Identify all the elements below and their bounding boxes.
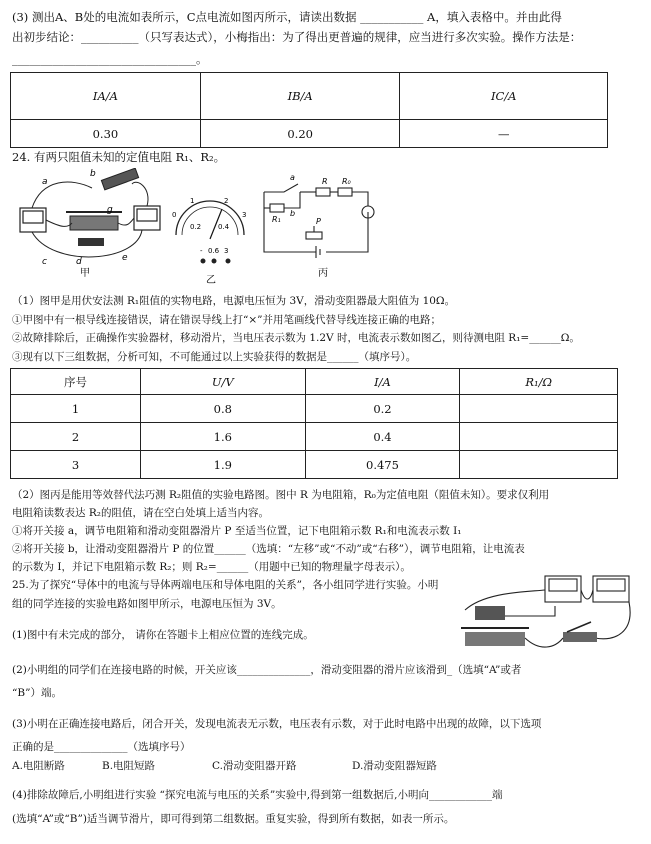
q24-p8: ②将开关接 b，让滑动变阻器滑片 P 的位置______（选填：“左移”或“不动”或“右移”），调节电阻箱，让电流表 (12, 543, 525, 555)
svg-text:c: c (42, 257, 47, 267)
svg-text:a: a (290, 173, 295, 182)
svg-text:2: 2 (224, 197, 229, 205)
q25-options (12, 759, 639, 774)
figure-label-yi: 乙 (206, 275, 216, 286)
svg-text:d: d (76, 257, 82, 267)
cell-ia: 0.30 (11, 120, 201, 148)
voltmeter-icon (20, 208, 46, 232)
q25-p4: (2)小明组的同学们在连接电路的时候，开关应该______________，滑动变阻器的滑片应该滑到_（选填“A”或者 (12, 664, 522, 676)
svg-text:b: b (290, 209, 296, 218)
svg-text:0.6: 0.6 (208, 247, 220, 255)
q24-p7: ①将开关接 a，调节电阻箱和滑动变阻器滑片 P 至适当位置，记下电阻箱示数 R₁和电流表示数 I₁ (12, 525, 462, 537)
q25-p9: (选填“A”或“B”)适当调节滑片，即可得到第二组数据。重复实验，得到所有数据，如表一所示。 (12, 813, 455, 825)
q24-p6: 电阻箱读数表达 R₂的阻值，请在空白处填上适当内容。 (12, 507, 269, 519)
q25-p7: 正确的是______________（选填序号） (12, 741, 191, 753)
svg-text:0.2: 0.2 (190, 223, 202, 231)
q25-apparatus-figure (445, 572, 641, 664)
circuit-figure-bing (256, 172, 386, 284)
ammeter-dial-figure (170, 195, 250, 287)
table-row: 3 1.9 0.475 (11, 451, 618, 479)
q25-p3: (1)图中有未完成的部分， 请你在答题卡上相应位置的连线完成。 (12, 629, 314, 641)
battery-icon (101, 168, 138, 190)
q25-p6: (3)小明在正确连接电路后，闭合开关，发现电流表无示数，电压表有示数，对于此时电路中出现的故障，以下选项 (12, 718, 542, 730)
q23-line1: (3) 测出A、B处的电流如表所示，C点电流如图丙所示，请读出数据 ___________ A，填入表格中。并由此得 (12, 10, 562, 24)
q23-line3: ________________________________。 (12, 52, 208, 66)
q24-p1: （1）图甲是用伏安法测 R₁阻值的实物电路，电源电压恒为 3V，滑动变阻器最大阻值为 10Ω。 (12, 295, 456, 307)
cell-ic: — (400, 120, 608, 148)
voltmeter-icon (545, 576, 581, 602)
figure-label-jia: 甲 (80, 268, 90, 279)
q24-p9: 的示数为 I，并记下电阻箱示数 R₂；则 R₂=______（用题中已知的物理量字母表示）。 (12, 561, 411, 573)
header-ia: IA/A (11, 73, 201, 120)
q25-p1: 25.为了探究“导体中的电流与导体两端电压和导体电阻的关系”，各小组同学进行实验。小明 (12, 579, 439, 591)
header-ic: IC/A (400, 73, 608, 120)
option-a: A.电阻断路 (12, 760, 65, 772)
q24-title: 24. 有两只阻值未知的定值电阻 R₁、R₂。 (12, 150, 226, 164)
svg-text:0: 0 (172, 211, 177, 219)
figure-label-bing: 丙 (318, 268, 328, 279)
svg-text:3: 3 (242, 211, 247, 219)
svg-text:R: R (322, 177, 328, 186)
header-index: 序号 (11, 369, 141, 395)
resistor-icon (78, 238, 104, 246)
svg-text:g: g (107, 205, 113, 215)
q23-current-table (10, 72, 608, 148)
apparatus-figure (12, 168, 172, 280)
rheostat-icon (66, 212, 122, 230)
battery-icon (475, 606, 505, 620)
option-c: C.滑动变阻器开路 (212, 760, 297, 772)
header-i: I/A (305, 369, 460, 395)
svg-text:3: 3 (224, 247, 229, 255)
option-b: B.电阻短路 (102, 760, 156, 772)
ammeter-icon (134, 206, 160, 230)
table-row: 2 1.6 0.4 (11, 423, 618, 451)
svg-text:e: e (122, 253, 128, 263)
svg-text:a: a (42, 177, 48, 187)
q24-data-table (10, 368, 618, 479)
svg-text:0.4: 0.4 (218, 223, 230, 231)
svg-text:-: - (200, 247, 203, 255)
cell-ib: 0.20 (200, 120, 400, 148)
svg-text:b: b (90, 169, 96, 179)
svg-text:1: 1 (190, 197, 195, 205)
q25-p8: (4)排除故障后,小明组进行实验 “探究电流与电压的关系”实验中,得到第一组数据后,小明向____________端 (12, 789, 503, 801)
header-r: R₁/Ω (460, 369, 618, 395)
q23-line2: 出初步结论：__________（只写表达式），小梅指出：为了得出更普遍的规律，应当进行多次实验。操作方法是： (12, 30, 582, 44)
svg-text:R₁: R₁ (272, 215, 281, 224)
q24-p5: （2）图丙是能用等效替代法巧测 R₂阻值的实验电路图。图中 R 为电阻箱，R₀为定值电阻（阻值未知）。要求仅利用 (12, 489, 550, 501)
svg-text:P: P (316, 217, 321, 226)
q24-p3: ②故障排除后，正确操作实验器材，移动滑片，当电压表示数为 1.2V 时，电流表示数如图乙，则待测电阻 R₁=______Ω。 (12, 332, 580, 344)
q24-p4: ③现有以下三组数据，分析可知，不可能通过以上实验获得的数据是______（填序号）。 (12, 351, 417, 363)
q25-p5: “B”）端。 (12, 687, 62, 699)
option-d: D.滑动变阻器短路 (352, 760, 437, 772)
table-row: 1 0.8 0.2 (11, 395, 618, 423)
q24-p2: ①甲图中有一根导线连接错误，请在错误导线上打“×”并用笔画线代替导线连接正确的电路； (12, 314, 442, 326)
header-u: U/V (141, 369, 305, 395)
ammeter-icon (593, 576, 629, 602)
svg-text:R₀: R₀ (342, 177, 351, 186)
header-ib: IB/A (200, 73, 400, 120)
q25-p2: 组的同学连接的实验电路如图甲所示，电源电压恒为 3V。 (12, 598, 282, 610)
